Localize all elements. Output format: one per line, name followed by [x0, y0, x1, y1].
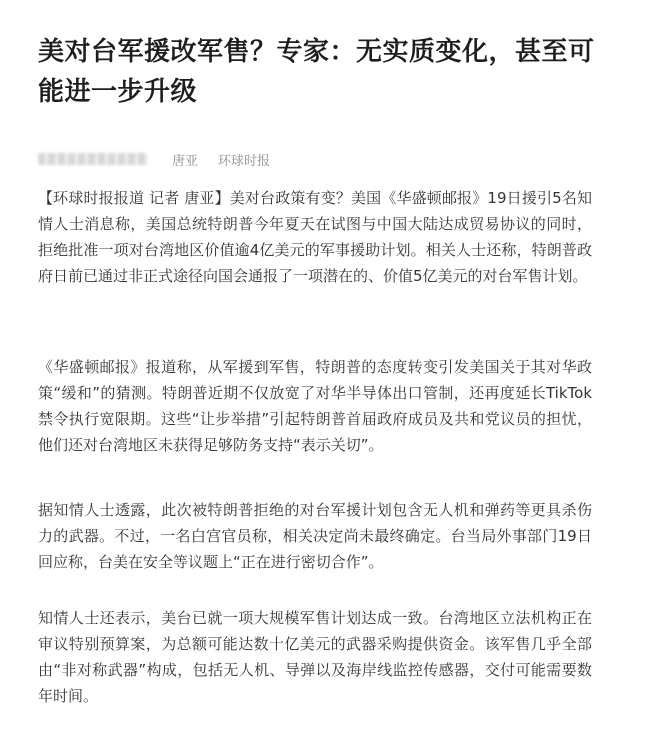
source-name[interactable]: 环球时报 [218, 153, 271, 169]
article-title: 美对台军援改军售？专家：无实质变化，甚至可能进一步升级 [38, 37, 595, 107]
article-meta [38, 148, 270, 170]
publish-date-blurred [38, 153, 148, 165]
article-paragraph: 知情人士还表示，美台已就一项大规模军售计划达成一致。台湾地区立法机构正在审议特别预算案，为总额可能达数十亿美元的武器采购提供资金。该军售几乎全部由“非对称武器”构成，包括无人机、导弹以及海岸线监控传感器，交付可能需要数年时间。 [38, 609, 592, 705]
article-paragraph: 据知情人士透露，此次被特朗普拒绝的对台军援计划包含无人机和弹药等更具杀伤力的武器。不过，一名白宫官员称，相关决定尚未最终确定。台当局外事部门19日回应称，台美在安全等议题上“正在进行密切合作”。 [38, 501, 592, 571]
article-paragraph: 《华盛顿邮报》报道称，从军援到军售，特朗普的态度转变引发美国关于其对华政策“缓和”的猜测。特朗普近期不仅放宽了对华半导体出口管制，还再度延长TikTok禁令执行宽限期。这些“让步举措”引起特朗普首届政府成员及共和党议员的担忧，他们还对台湾地区未获得足够防务支持“表示关切”。 [38, 358, 592, 454]
author-name[interactable]: 唐亚 [172, 153, 199, 169]
article-paragraph: 【环球时报报道 记者 唐亚】美对台政策有变？美国《华盛顿邮报》19日援引5名知情人士消息称，美国总统特朗普今年夏天在试图与中国大陆达成贸易协议的同时，拒绝批准一项对台湾地区价值逾4亿美元的军事援助计划。相关人士还称，特朗普政府日前已通过非正式途径向国会通报了一项潜在的、价值5亿美元的对台军售计划。 [38, 189, 592, 285]
